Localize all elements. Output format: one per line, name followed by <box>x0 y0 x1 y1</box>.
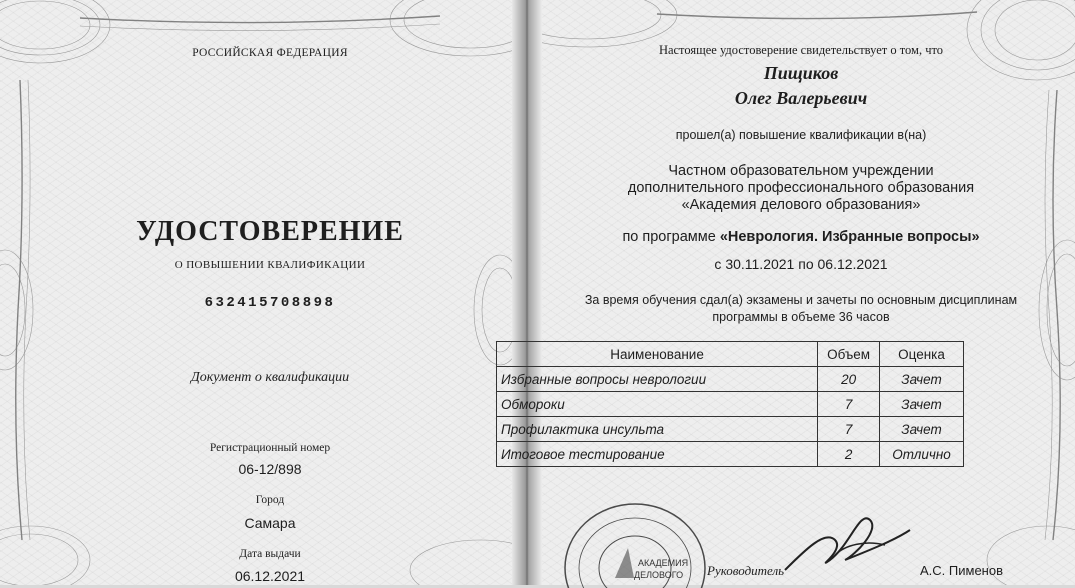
table-row <box>497 417 964 442</box>
issue-date-label: Дата выдачи <box>239 548 301 560</box>
table-row <box>497 392 964 417</box>
head-name: А.С. Пименов <box>920 563 1003 578</box>
country-label: РОССИЙСКАЯ ФЕДЕРАЦИЯ <box>192 47 348 59</box>
registration-number: 06-12/898 <box>238 461 302 477</box>
column-header-grade: Оценка <box>880 342 964 367</box>
subject-hours: 2 <box>818 442 880 467</box>
period-from: 30.11.2021 <box>725 256 795 272</box>
subjects-table <box>496 341 964 467</box>
completed-text: прошел(а) повышение квалификации в(на) <box>675 128 927 142</box>
organization-line: дополнительного профессионального образования <box>627 180 975 196</box>
svg-text:АКАДЕМИЯ: АКАДЕМИЯ <box>638 558 689 568</box>
head-label: Руководитель <box>707 563 785 578</box>
document-subtitle: О ПОВЫШЕНИИ КВАЛИФИКАЦИИ <box>174 259 366 271</box>
subject-name: Избранные вопросы неврологии <box>497 367 818 392</box>
document-number: 632415708898 <box>204 295 336 311</box>
period-from-prefix: с <box>714 256 722 272</box>
program-line <box>527 229 1075 245</box>
period-to: 06.12.2021 <box>817 256 888 272</box>
organization-line: «Академия делового образования» <box>681 197 921 213</box>
issue-date: 06.12.2021 <box>234 568 306 584</box>
column-header-hours: Объем <box>818 342 880 367</box>
program-name: «Неврология. Избранные вопросы» <box>719 229 980 245</box>
subject-name: Итоговое тестирование <box>497 442 818 467</box>
organization-seal <box>560 478 710 588</box>
document-title: УДОСТОВЕРЕНИЕ <box>136 216 404 247</box>
table-row <box>497 367 964 392</box>
subject-hours: 20 <box>818 367 880 392</box>
training-period <box>527 256 1075 272</box>
organization-line: Частном образовательном учреждении <box>668 163 934 179</box>
city-value: Самара <box>244 515 296 531</box>
subject-hours: 7 <box>818 392 880 417</box>
registration-number-label: Регистрационный номер <box>209 442 331 454</box>
document-kind: Документ о квалификации <box>190 370 350 385</box>
holder-surname: Пищиков <box>763 63 839 83</box>
holder-given-names: Олег Валерьевич <box>734 88 868 108</box>
signature <box>775 500 915 580</box>
subject-hours: 7 <box>818 417 880 442</box>
svg-text:ДЕЛОВОГО: ДЕЛОВОГО <box>634 570 684 580</box>
certify-text: Настоящее удостоверение свидетельствует о том, что <box>658 43 944 57</box>
table-row <box>497 442 964 467</box>
subject-name: Профилактика инсульта <box>497 417 818 442</box>
column-header-subject: Наименование <box>497 342 818 367</box>
subject-name: Обмороки <box>497 392 818 417</box>
subject-grade: Зачет <box>880 392 964 417</box>
subject-grade: Отлично <box>880 442 964 467</box>
exams-text-line2: программы в объеме 36 часов <box>712 310 890 324</box>
period-to-prefix: по <box>798 256 814 272</box>
program-prefix: по программе <box>622 229 716 245</box>
book-fold <box>512 0 542 585</box>
exams-text-line1: За время обучения сдал(а) экзамены и зачеты по основным дисциплинам <box>584 293 1018 307</box>
subject-grade: Зачет <box>880 367 964 392</box>
city-label: Город <box>255 494 285 506</box>
subject-grade: Зачет <box>880 417 964 442</box>
table-header-row <box>497 342 964 367</box>
left-page <box>0 0 527 585</box>
